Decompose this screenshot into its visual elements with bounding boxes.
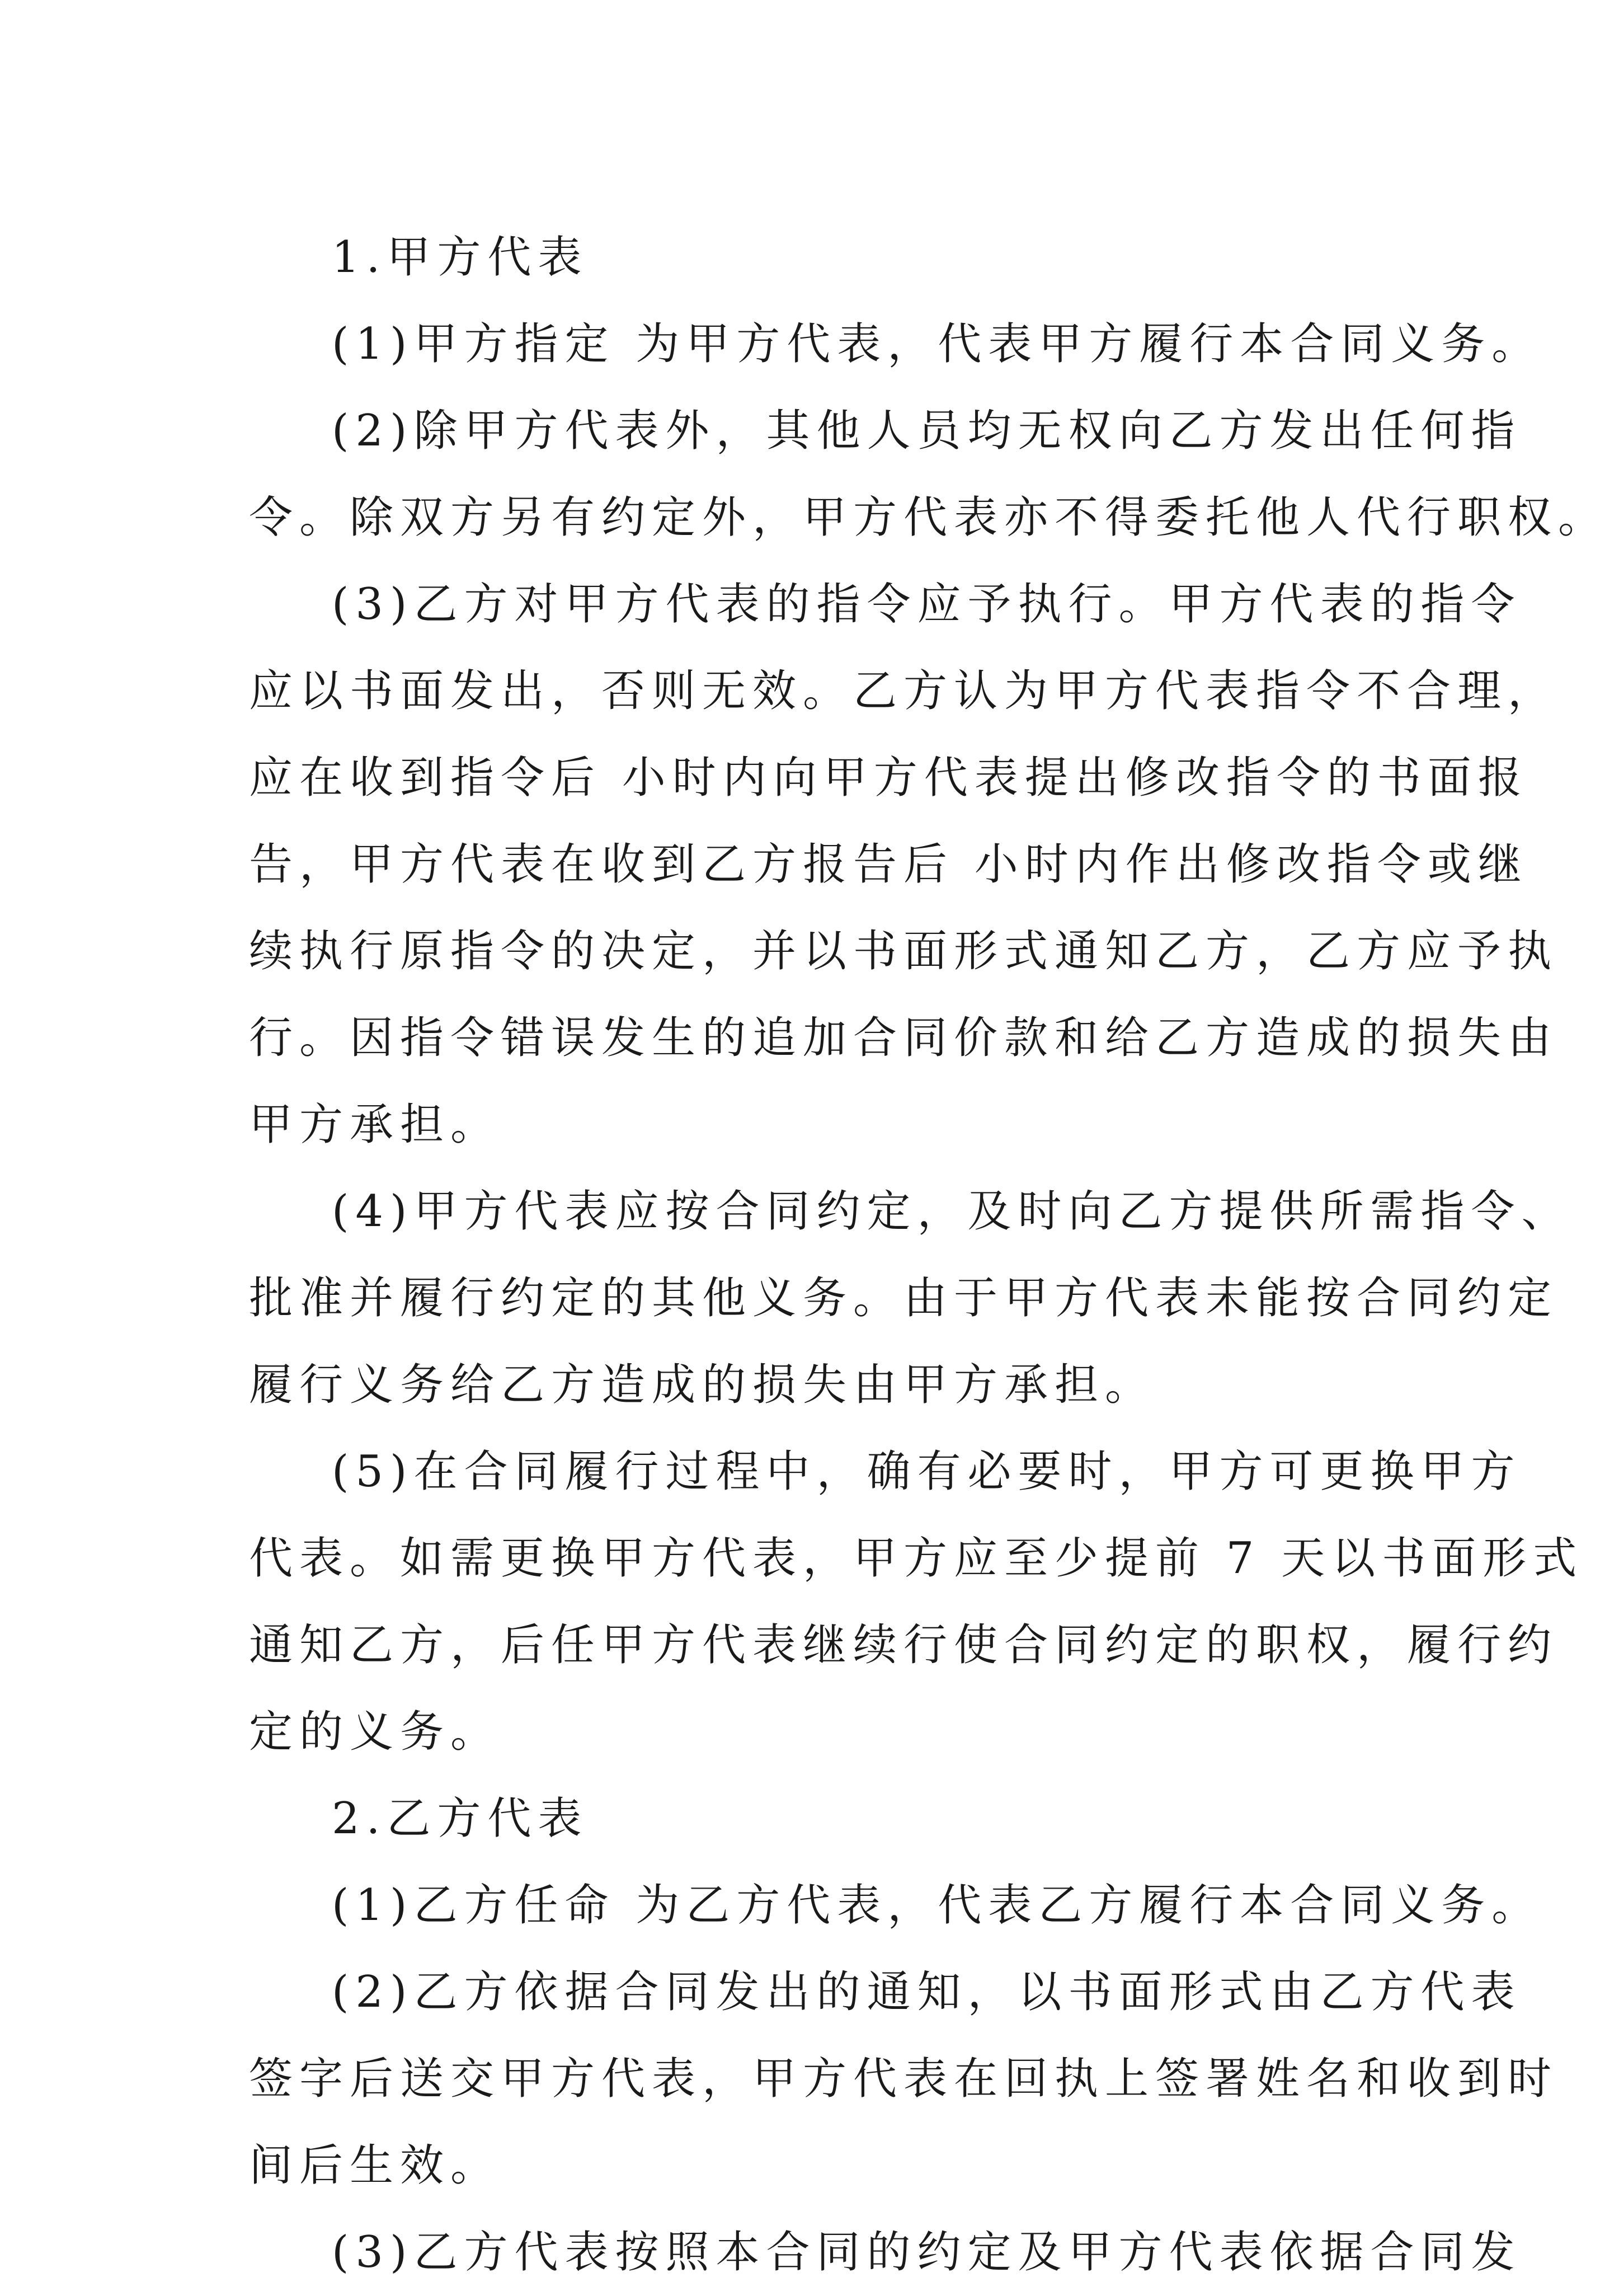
- paragraph-party-a-obligations: [249, 1168, 1572, 1429]
- text-line: 通知乙方，后任甲方代表继续行使合同约定的职权，履行约: [249, 1620, 1559, 1670]
- section-heading-party-a-representative: 1.甲方代表: [332, 232, 589, 283]
- text-line: 签字后送交甲方代表，甲方代表在回执上签署姓名和收到时: [249, 2054, 1559, 2104]
- text-line: 续执行原指令的决定，并以书面形式通知乙方，乙方应予执: [249, 926, 1559, 976]
- text-line: (2)乙方依据合同发出的通知，以书面形式由乙方代表: [332, 1967, 1522, 2017]
- text-line: (4)甲方代表应按合同约定，及时向乙方提供所需指令、: [332, 1186, 1572, 1237]
- text-line: 甲方承担。: [249, 1100, 501, 1150]
- text-line: 批准并履行约定的其他义务。由于甲方代表未能按合同约定: [249, 1273, 1559, 1323]
- text-line: 履行义务给乙方造成的损失由甲方承担。: [249, 1360, 1156, 1410]
- section-heading-party-b-representative: 2.乙方代表: [332, 1793, 589, 1844]
- paragraph-party-b-appointment: (1)乙方任命 为乙方代表，代表乙方履行本合同义务。: [332, 1880, 1542, 1931]
- paragraph-representative-replacement: [249, 1429, 1584, 1776]
- paragraph-party-b-notices: [249, 1949, 1559, 2209]
- text-line: 间后生效。: [249, 2140, 501, 2191]
- text-line: 应在收到指令后 小时内向甲方代表提出修改指令的书面报: [249, 753, 1528, 803]
- text-line: 应以书面发出，否则无效。乙方认为甲方代表指令不合理，: [249, 666, 1559, 716]
- text-line: (3)乙方对甲方代表的指令应予执行。甲方代表的指令: [332, 579, 1522, 630]
- text-line: 行。因指令错误发生的追加合同价款和给乙方造成的损失由: [249, 1013, 1559, 1063]
- paragraph-party-b-representative-duties: (3)乙方代表按照本合同的约定及甲方代表依据合同发: [332, 2227, 1522, 2278]
- text-line: 代表。如需更换甲方代表，甲方应至少提前 7 天以书面形式: [249, 1533, 1584, 1584]
- paragraph-instruction-execution: [249, 561, 1559, 1168]
- paragraph-party-a-designation: (1)甲方指定 为甲方代表，代表甲方履行本合同义务。: [332, 319, 1542, 369]
- document-body: [249, 214, 1609, 2296]
- text-line: 令。除双方另有约定外，甲方代表亦不得委托他人代行职权。: [249, 492, 1609, 543]
- text-line: 告，甲方代表在收到乙方报告后 小时内作出修改指令或继: [249, 839, 1528, 890]
- text-line: (2)除甲方代表外，其他人员均无权向乙方发出任何指: [332, 406, 1522, 456]
- text-line: 定的义务。: [249, 1707, 501, 1757]
- text-line: (5)在合同履行过程中，确有必要时，甲方可更换甲方: [332, 1447, 1522, 1497]
- paragraph-party-a-exclusive-instructions: [249, 388, 1609, 561]
